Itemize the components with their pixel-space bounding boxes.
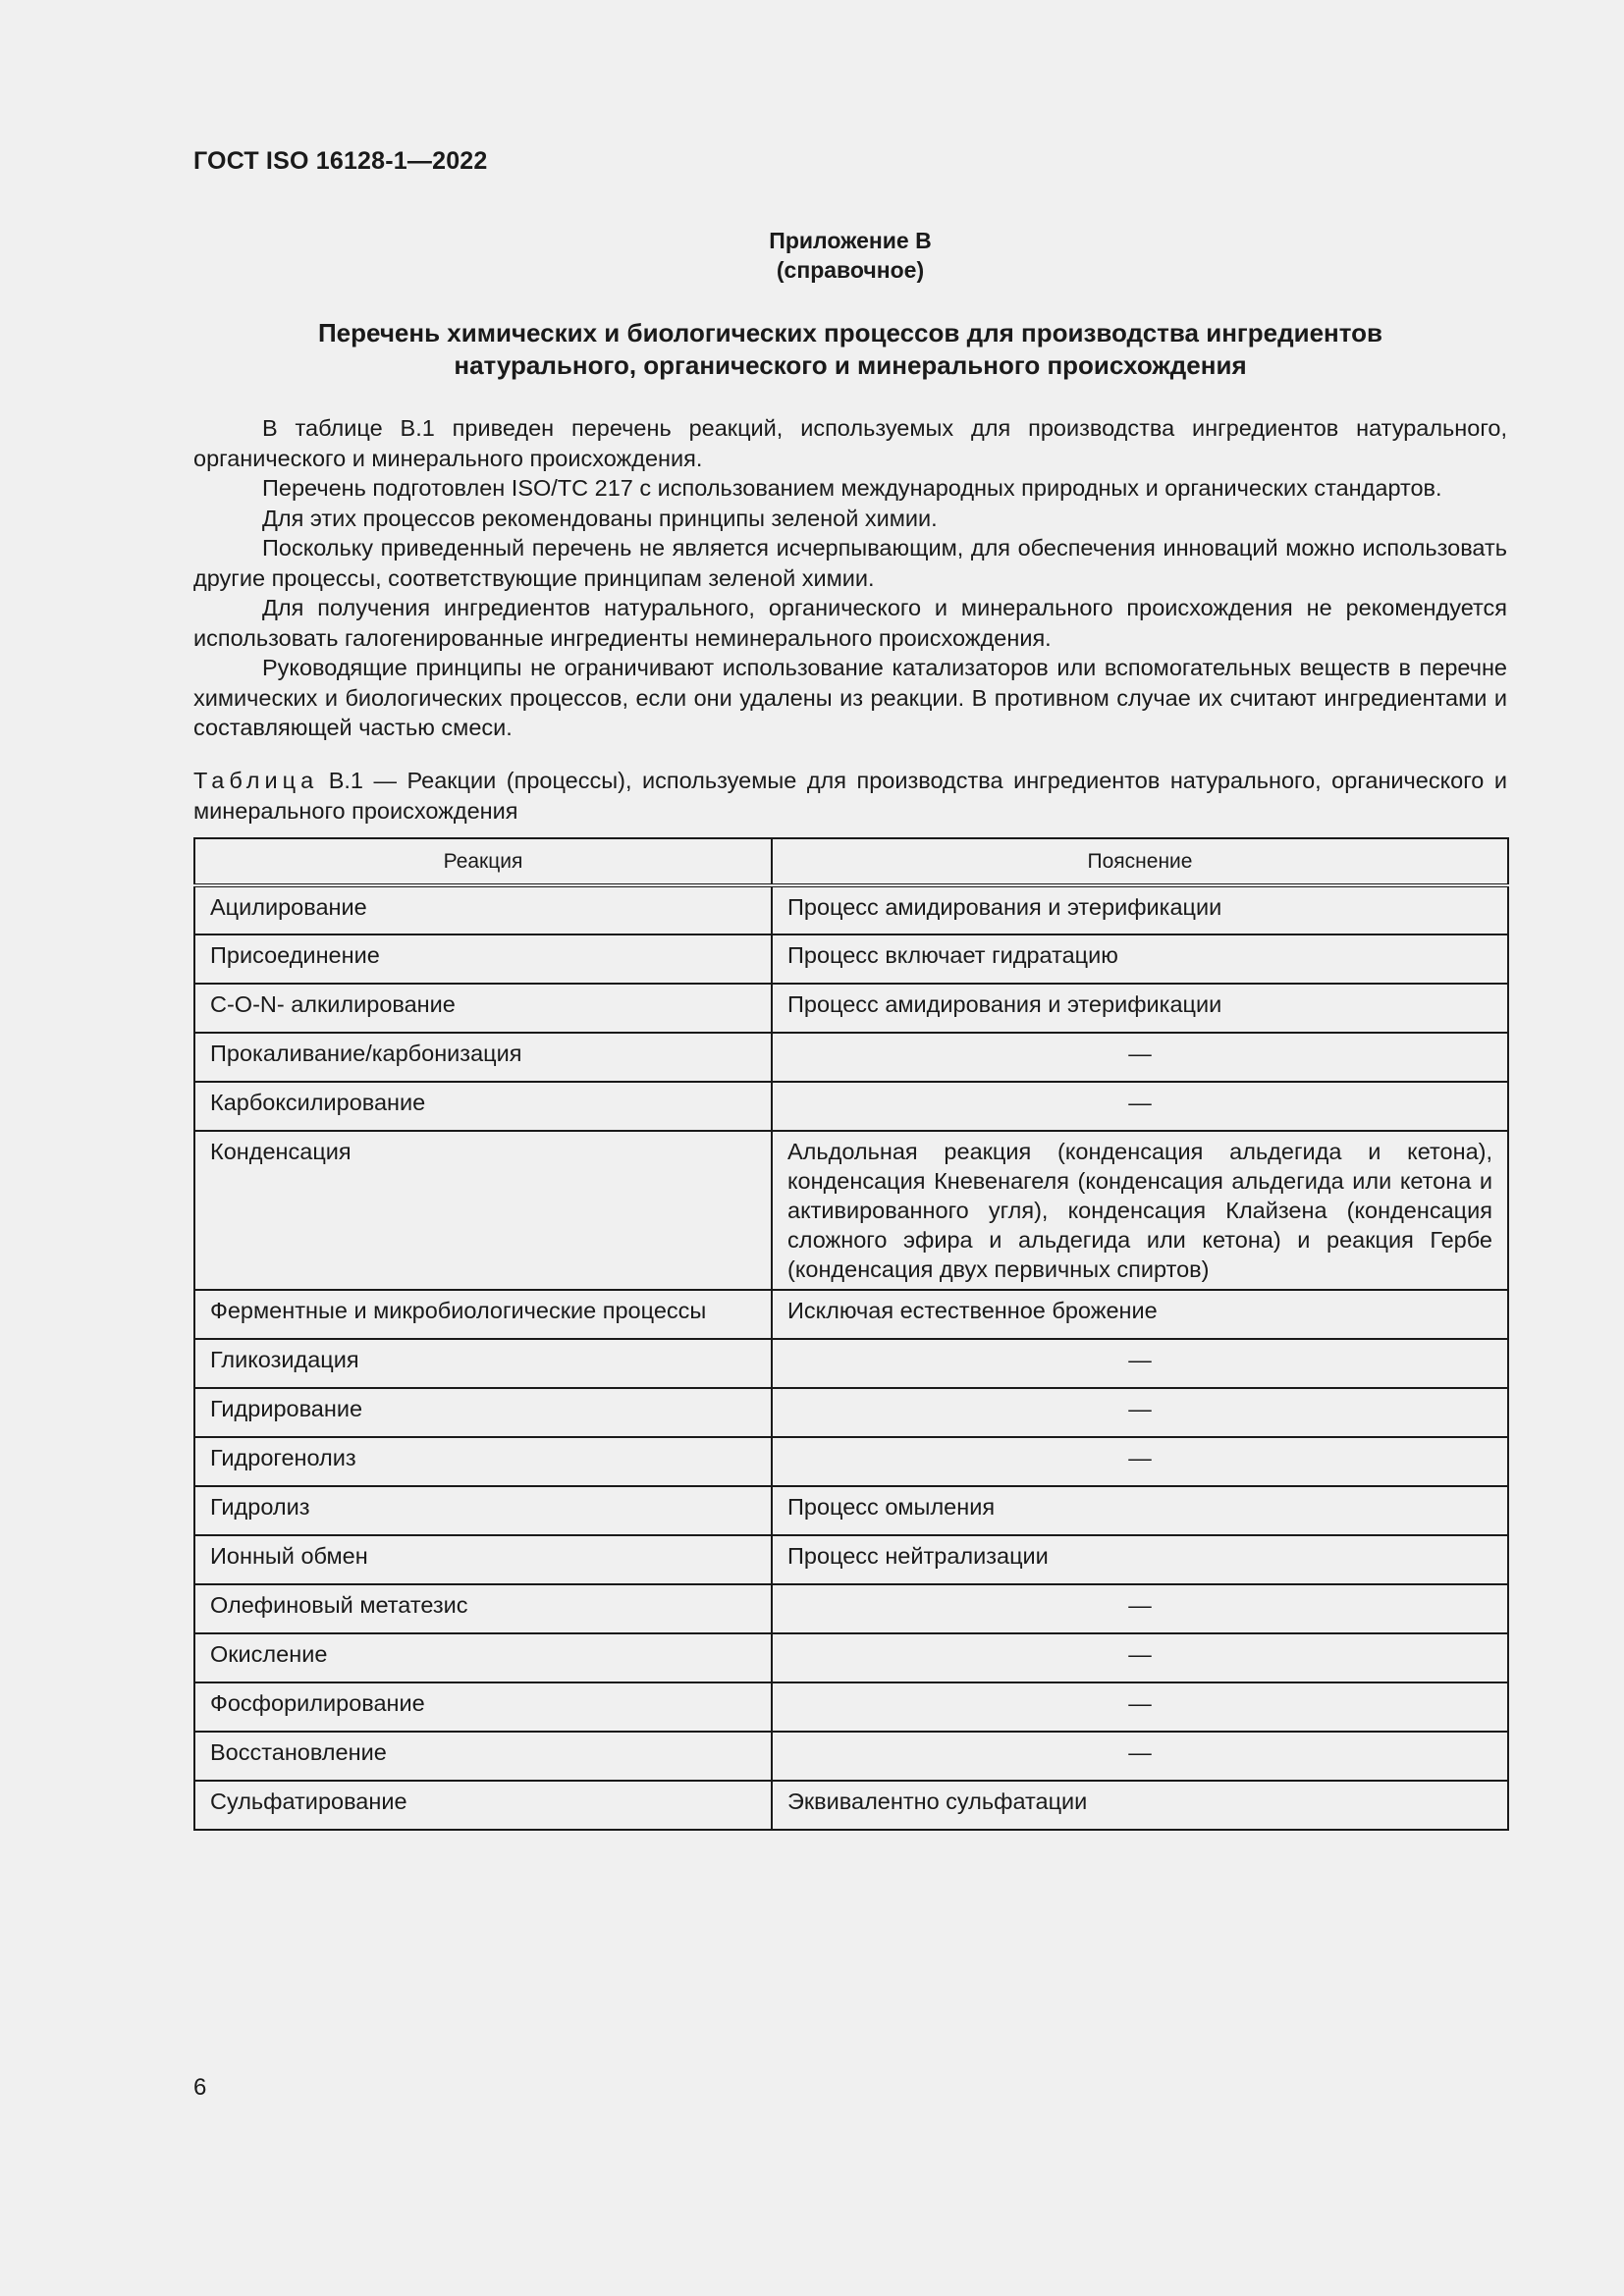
table-row bbox=[194, 984, 1508, 1033]
reaction-cell: Ацилирование bbox=[194, 885, 772, 934]
table-row bbox=[194, 1486, 1508, 1535]
explanation-cell: Процесс включает гидратацию bbox=[772, 934, 1508, 984]
explanation-cell: — bbox=[772, 1633, 1508, 1682]
explanation-cell: Процесс амидирования и этерификации bbox=[772, 885, 1508, 934]
table-row bbox=[194, 1682, 1508, 1732]
explanation-cell: — bbox=[772, 1033, 1508, 1082]
annex-label: Приложение В bbox=[769, 228, 932, 253]
explanation-cell: Процесс амидирования и этерификации bbox=[772, 984, 1508, 1033]
table-row bbox=[194, 1584, 1508, 1633]
paragraph: Поскольку приведенный перечень не является исчерпывающим, для обеспечения инноваций можно использовать другие процессы, соответствующие принципам зеленой химии. bbox=[193, 535, 1507, 591]
table-caption bbox=[193, 766, 1507, 826]
annex-title-line-2: натурального, органического и минерального происхождения bbox=[454, 350, 1247, 380]
table-header-row bbox=[194, 838, 1508, 885]
reaction-cell: Гликозидация bbox=[194, 1339, 772, 1388]
explanation-cell: Эквивалентно сульфатации bbox=[772, 1781, 1508, 1830]
annex-status: (справочное) bbox=[776, 257, 925, 283]
column-header-reaction: Реакция bbox=[194, 838, 772, 885]
table-row bbox=[194, 1781, 1508, 1830]
reaction-cell: Ферментные и микробиологические процессы bbox=[194, 1290, 772, 1339]
table-row bbox=[194, 1535, 1508, 1584]
explanation-cell: — bbox=[772, 1388, 1508, 1437]
reaction-cell: Конденсация bbox=[194, 1131, 772, 1290]
table-row bbox=[194, 1033, 1508, 1082]
table-row bbox=[194, 934, 1508, 984]
reaction-cell: Олефиновый метатезис bbox=[194, 1584, 772, 1633]
explanation-cell: Процесс нейтрализации bbox=[772, 1535, 1508, 1584]
reaction-cell: C-O-N- алкилирование bbox=[194, 984, 772, 1033]
annex-title bbox=[193, 317, 1507, 382]
table-row bbox=[194, 1131, 1508, 1290]
reaction-cell: Сульфатирование bbox=[194, 1781, 772, 1830]
explanation-cell: — bbox=[772, 1682, 1508, 1732]
body-text bbox=[193, 413, 1507, 743]
document-code: ГОСТ ISO 16128-1—2022 bbox=[193, 147, 488, 175]
reaction-cell: Фосфорилирование bbox=[194, 1682, 772, 1732]
reaction-cell: Гидрирование bbox=[194, 1388, 772, 1437]
explanation-cell: Альдольная реакция (конденсация альдегида и кетона), конденсация Кневенагеля (конденсация альдегида или кетона и активированного угля), конденсация Клайзена (конденсация сложного эфира и альдегида или кетона) и реакция Гербе (конденсация двух первичных спиртов) bbox=[772, 1131, 1508, 1290]
reaction-cell: Прокаливание/карбонизация bbox=[194, 1033, 772, 1082]
column-header-explanation: Пояснение bbox=[772, 838, 1508, 885]
explanation-cell: Исключая естественное брожение bbox=[772, 1290, 1508, 1339]
explanation-cell: Процесс омыления bbox=[772, 1486, 1508, 1535]
table-row bbox=[194, 1290, 1508, 1339]
explanation-cell: — bbox=[772, 1584, 1508, 1633]
table-row bbox=[194, 1339, 1508, 1388]
table-row bbox=[194, 1732, 1508, 1781]
annex-title-line-1: Перечень химических и биологических процессов для производства ингредиентов bbox=[317, 318, 1382, 347]
paragraph: В таблице В.1 приведен перечень реакций, используемых для производства ингредиентов натурального, органического и минерального происхождения. bbox=[193, 415, 1507, 471]
reaction-cell: Восстановление bbox=[194, 1732, 772, 1781]
reaction-cell: Присоединение bbox=[194, 934, 772, 984]
explanation-cell: — bbox=[772, 1339, 1508, 1388]
table-row bbox=[194, 1633, 1508, 1682]
table-row bbox=[194, 1437, 1508, 1486]
reaction-cell: Ионный обмен bbox=[194, 1535, 772, 1584]
reactions-table bbox=[193, 837, 1509, 1831]
table-caption-text: В.1 — Реакции (процессы), используемые для производства ингредиентов натурального, органического и минерального происхождения bbox=[193, 768, 1508, 824]
paragraph: Перечень подготовлен ISO/TC 217 с использованием международных природных и органических стандартов. bbox=[262, 475, 1442, 501]
explanation-cell: — bbox=[772, 1437, 1508, 1486]
page-number: 6 bbox=[193, 2074, 207, 2101]
table-caption-label: Таблица bbox=[193, 768, 319, 793]
reaction-cell: Гидрогенолиз bbox=[194, 1437, 772, 1486]
reaction-cell: Карбоксилирование bbox=[194, 1082, 772, 1131]
paragraph: Для этих процессов рекомендованы принципы зеленой химии. bbox=[262, 505, 938, 531]
explanation-cell: — bbox=[772, 1732, 1508, 1781]
table-row bbox=[194, 1388, 1508, 1437]
reaction-cell: Гидролиз bbox=[194, 1486, 772, 1535]
paragraph: Для получения ингредиентов натурального, органического и минерального происхождения не рекомендуется использовать галогенированные ингредиенты неминерального происхождения. bbox=[193, 595, 1507, 651]
explanation-cell: — bbox=[772, 1082, 1508, 1131]
annex-heading bbox=[193, 226, 1507, 285]
table-row bbox=[194, 1082, 1508, 1131]
paragraph: Руководящие принципы не ограничивают использование катализаторов или вспомогательных веществ в перечне химических и биологических процессов, если они удалены из реакции. В противном случае их считают ингредиентами и составляющей частью смеси. bbox=[193, 655, 1507, 740]
table-row bbox=[194, 885, 1508, 934]
reaction-cell: Окисление bbox=[194, 1633, 772, 1682]
